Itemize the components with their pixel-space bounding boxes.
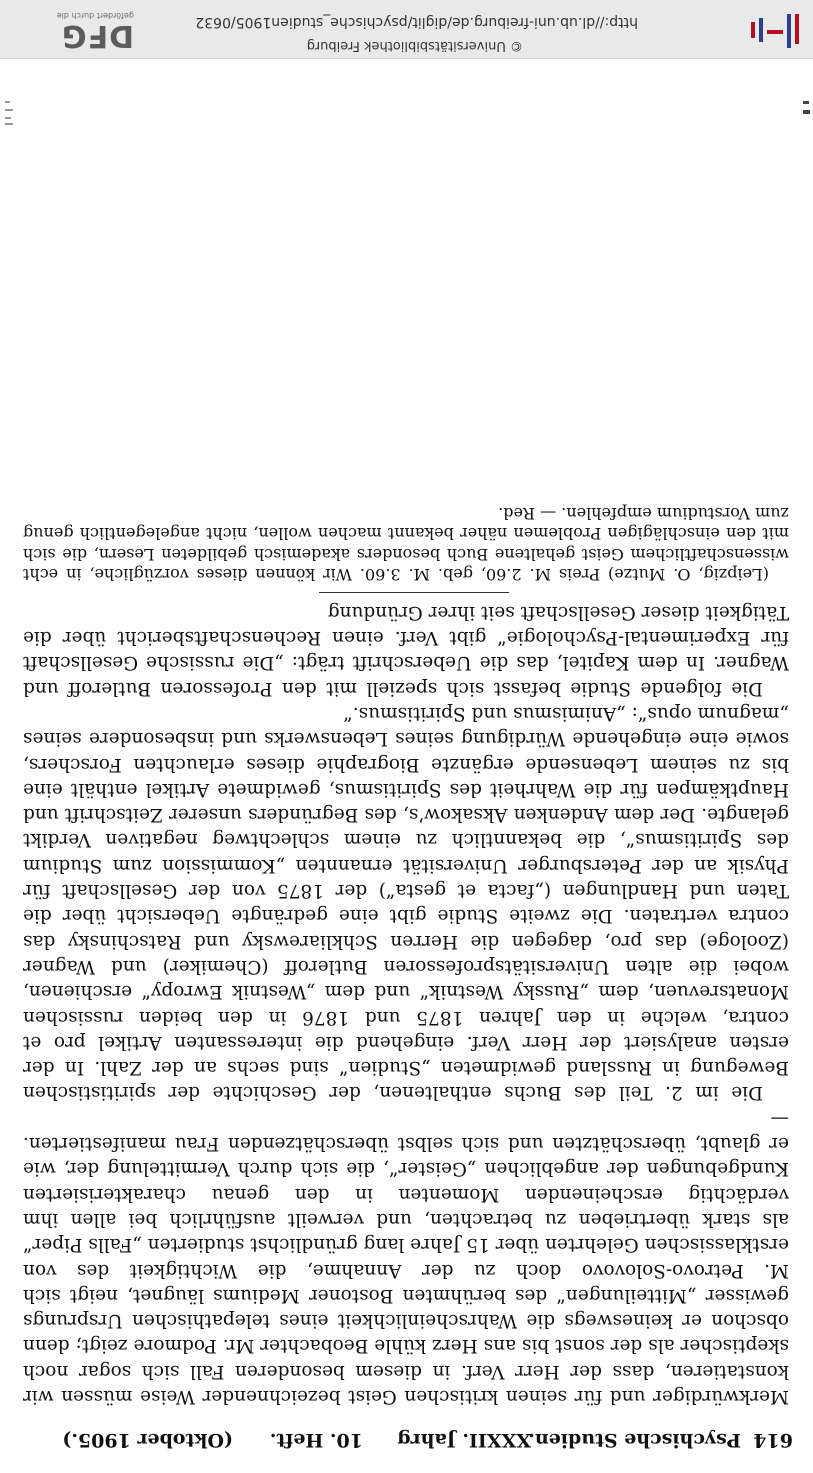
dfg-logo-subtext: gefördert durch die	[56, 11, 134, 20]
page-number: 614	[753, 1429, 793, 1451]
dfg-logo-text: DFG	[60, 18, 134, 53]
ub-freiburg-logo-icon	[745, 8, 805, 52]
footnote-rule	[319, 593, 509, 594]
page-header	[23, 1421, 793, 1455]
margin-mark-icon	[801, 88, 811, 118]
journal-title: Psychische Studien.	[528, 1429, 741, 1451]
paragraph-1: Merkwürdiger und für seinen kritischen Geist bezeichnender Weise müssen wir konstatieren, dass der Herr Verf. in diesem besonderen Fall sich sogar noch skeptischer als der sonst bis ans Herz kühle Beobachter Mr. Podmore zeigt; denn obschon er keineswegs die Wahrscheinlichkeit eines telepathischen Ursprungs gewisser „Mitteilungen“ des berühmten Bostoner Mediums läugnet, neigt sich M. Petrovo-Solovovo doch zu der Annahme, die Wichtigkeit des von erstklassischen Gelehrten über 15 Jahre lang gründlichst studierten „Falls Piper“ als stark übertrieben zu betrachten, und verweilt ausführlich bei allen ihm verdächtig erscheinenden Momenten in den genau charakterisierten Kundgebungen der angeblichen „Geister“, die sich durch Vermittelung der, wie er glaubt, überschätzten und sich selbst überschätzenden Frau manifestierten. —	[23, 1107, 789, 1407]
article-body	[23, 503, 789, 1410]
issue-label: 10. Heft.	[269, 1429, 363, 1451]
volume-label: XXXII. Jahrg	[397, 1429, 531, 1451]
issue-date: (Oktober 1905.)	[62, 1429, 233, 1451]
viewer-footer	[0, 0, 813, 59]
paragraph-3: Die folgende Studie befasst sich speziell mit den Professoren Butleroff und Wagner. In dem Kapitel, das die Ueberschrift trägt: „Die russische Gesellschaft für Experimental-Psychologie“ gibt Verf. einen Rechenschaftsbericht über die Tätigkeit dieser Gesellschaft seit ihrer Gründung	[23, 601, 789, 699]
source-url-link[interactable]: http://dl.ub.uni-freiburg.de/diglit/psychische_studien1905/0632	[195, 14, 638, 30]
paragraph-2: Die im 2. Teil des Buchs enthaltenen, der Geschichte der spiritistischen Bewegung in Russland gewidmeten „Studien“ sind sechs an der Zahl. In der ersten analysiert der Herr Verf. eingehend die interessanten Artikel pro et contra, welche in den Jahren 1875 und 1876 in den beiden russischen Monatsrevuen, dem „Russky Westnik“ und dem „Westnik Ewropy“ erschienen, wobei die alten Universitätsprofessoren Butleroff (Chemiker) und Wagner (Zoologe) das pro, dagegen die Herren Schkliarewsky und Ratschinsky das contra vertraten. Die zweite Studie gibt eine gedrängte Uebersicht über die Taten und Handlungen („facta et gesta“) der 1875 von der Gesellschaft für Physik an der Petersburger Universität ernannten „Kommission zum Studium des Spiritismus“, die bekanntlich zu einem schlechtweg negativen Verdikt gelangte. Der dem Andenken Aksakow’s, des Begründers unserer Zeitschrift und Hauptkämpen für die Wahrheit des Spiritismus, gewidmete Artikel enthält eine bis zu seinem Lebensende ergänzte Biographie dieses erlauchten Forschers, sowie eine eingehende Würdigung seines Lebenswerks und insbesondere seines „magnum opus“: „Animismus und Spiritismus.“	[23, 702, 789, 1104]
dfg-logo	[14, 6, 134, 53]
margin-mark-icon	[4, 88, 14, 128]
library-credit: © Universitätsbibliothek Freiburg	[306, 38, 523, 53]
footnote: (Leipzig, O. Mutze) Preis M. 2.60, geb. M. 3.60. Wir können dieses vorzügliche, in echt wissenschaftlichem Geist gehaltene Buch besonders akademisch gebildeten Lesern, die sich mit den einschlägigen Problemen näher bekannt machen wollen, nicht angelegentlich genug zum Vorstudium empfehlen. — Red.	[23, 504, 789, 585]
